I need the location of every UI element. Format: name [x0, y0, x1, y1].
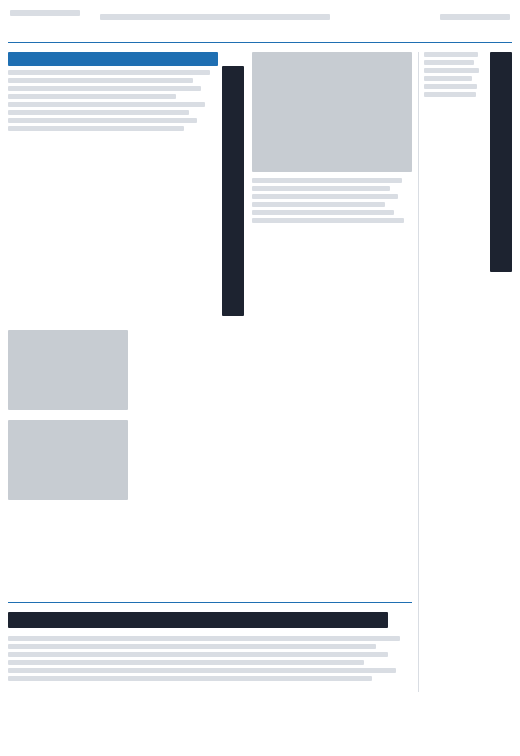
photo-greenhouse — [8, 420, 128, 500]
column-heading-bar — [8, 52, 218, 66]
photo-classroom — [252, 52, 412, 172]
center-column-text — [252, 178, 412, 348]
masthead-rule — [8, 42, 512, 43]
right-column-text — [424, 52, 484, 692]
bottom-article-text — [8, 636, 412, 746]
masthead — [0, 0, 520, 44]
bottom-section-rule — [8, 602, 412, 603]
photo-graduates — [8, 330, 128, 410]
section-placeholder — [440, 14, 510, 20]
column-divider — [418, 52, 419, 692]
headline-side — [490, 52, 512, 272]
logo-placeholder — [10, 10, 80, 16]
headline-main — [222, 66, 244, 316]
left-column-text — [8, 52, 218, 312]
headline-bottom — [8, 612, 388, 628]
date-line-placeholder — [100, 14, 330, 20]
